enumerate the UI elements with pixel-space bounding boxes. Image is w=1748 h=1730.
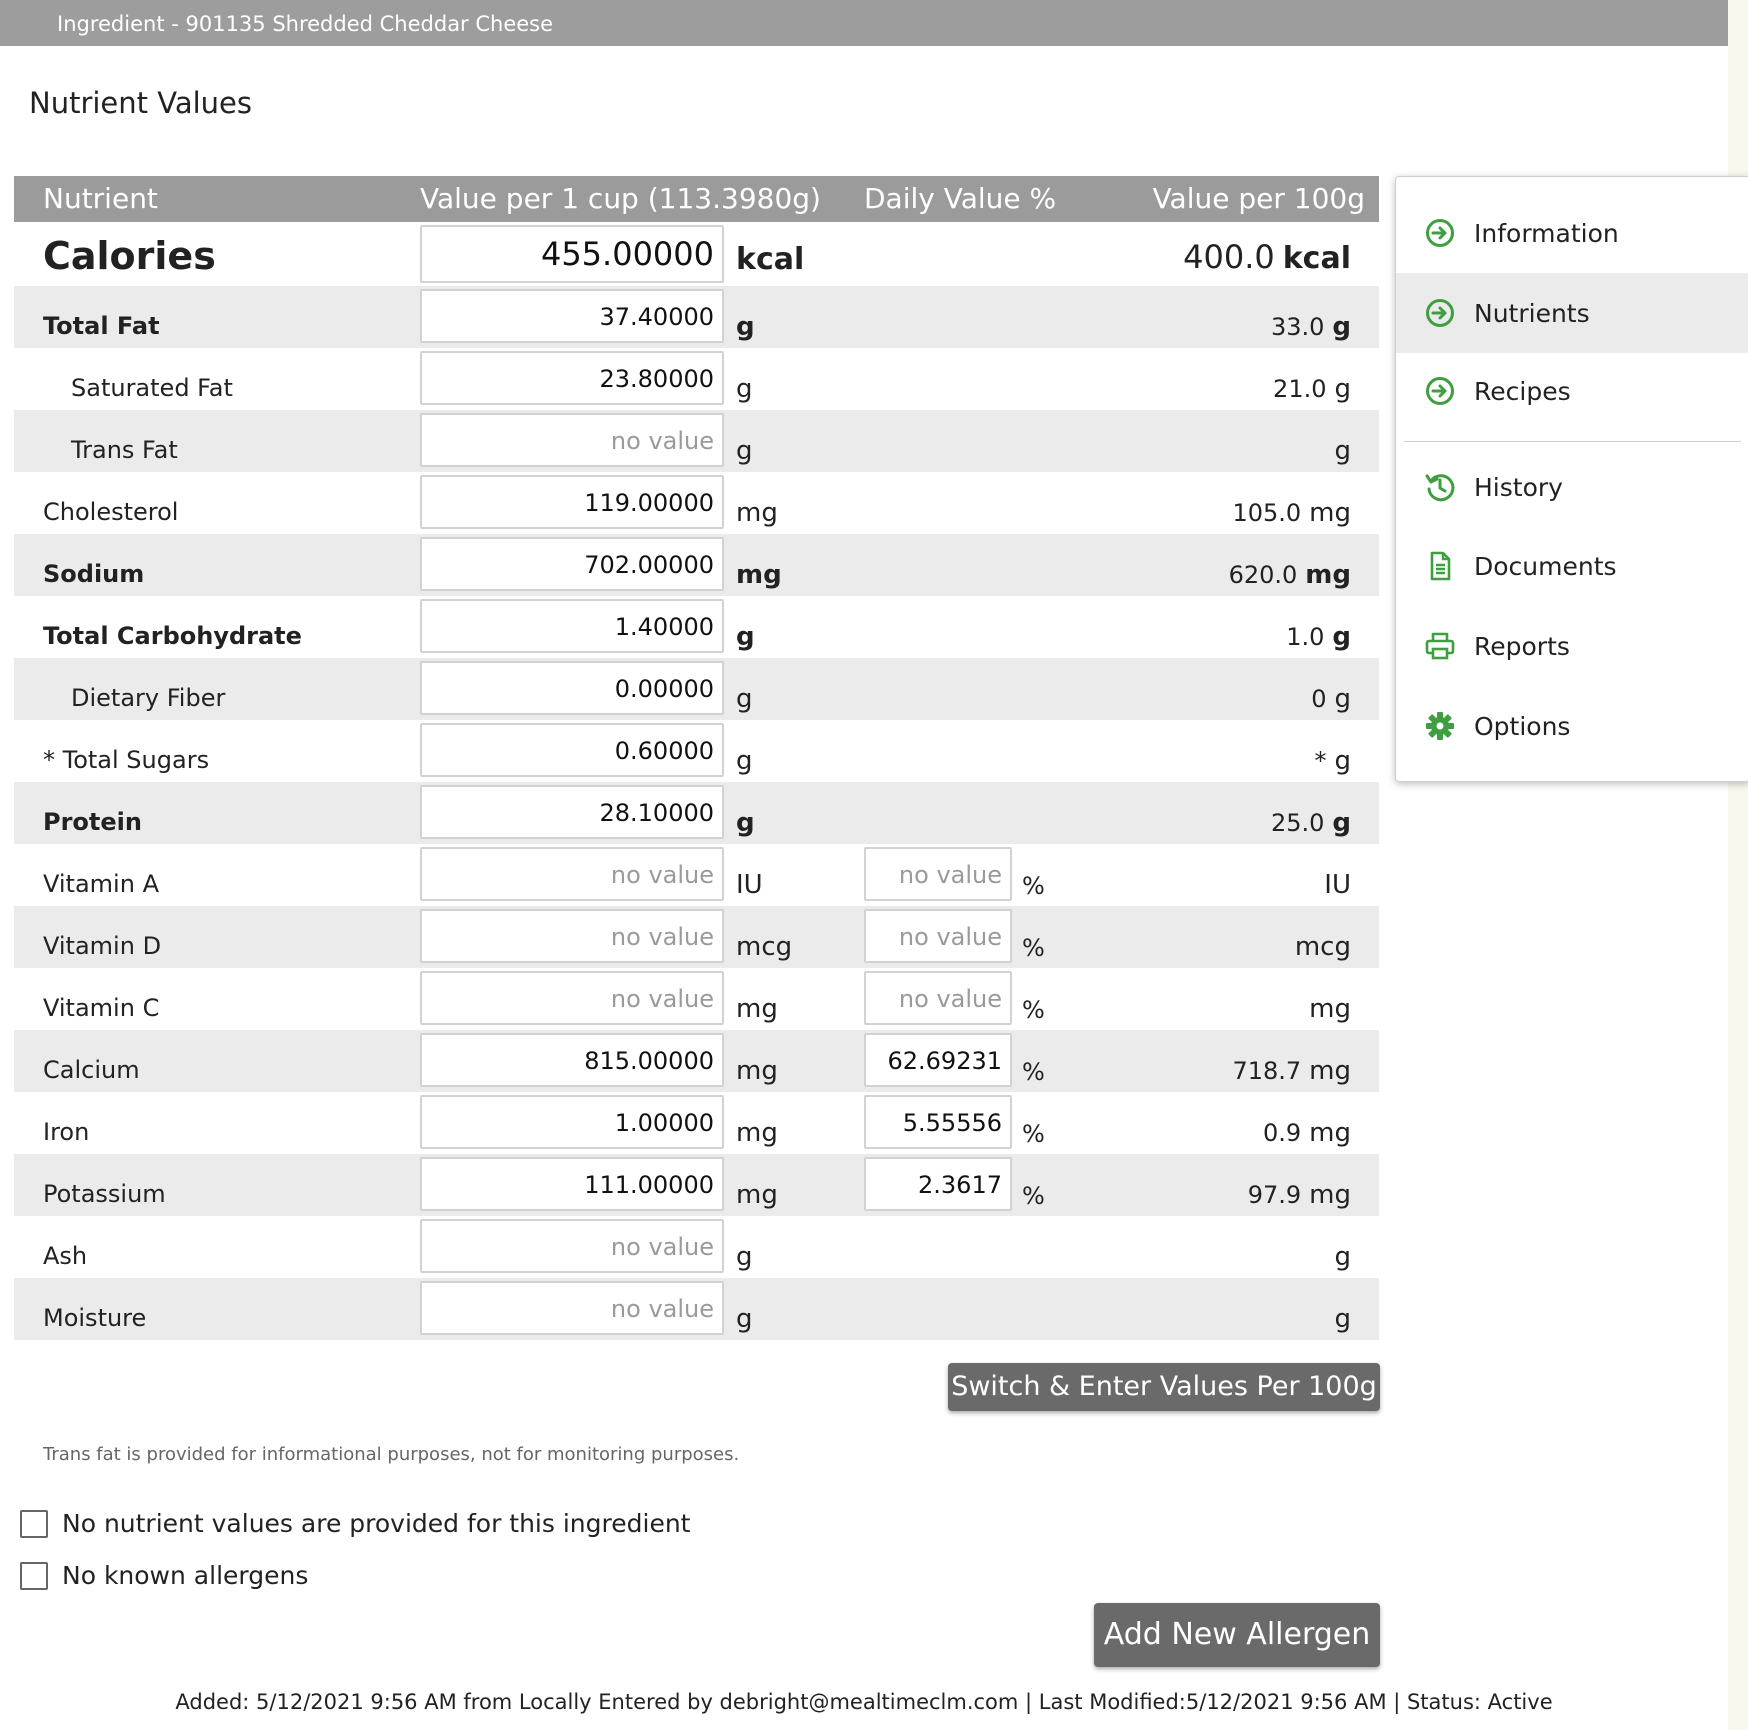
- table-row: [14, 968, 1379, 1030]
- per-100g-unit: g: [1332, 622, 1351, 652]
- per-100g-value: [1314, 746, 1351, 776]
- unit-label: g: [736, 1242, 753, 1272]
- nutrient-label: Vitamin A: [43, 870, 159, 898]
- unit-label: g: [736, 746, 753, 776]
- table-row: [14, 1030, 1379, 1092]
- unit-label: mg: [736, 1056, 778, 1086]
- header-bar: [0, 0, 1728, 46]
- menu-item-label: Information: [1474, 218, 1619, 248]
- no-nutrients-row: [20, 1509, 690, 1538]
- per-100g-unit: IU: [1324, 870, 1351, 900]
- section-title: Nutrient Values: [29, 86, 252, 120]
- value-input[interactable]: 37.40000: [420, 289, 724, 343]
- per-100g-unit: mg: [1305, 560, 1351, 590]
- per-100g-value: [1311, 684, 1351, 714]
- menu-item-documents[interactable]: [1396, 526, 1748, 606]
- value-input[interactable]: 455.00000: [420, 225, 724, 283]
- menu-item-recipes[interactable]: [1396, 351, 1748, 431]
- per-100g-number: 718.7: [1232, 1057, 1302, 1085]
- unit-label: mg: [736, 498, 778, 528]
- per-100g-value: [1271, 312, 1351, 342]
- percent-label: %: [1022, 996, 1045, 1024]
- unit-label: mg: [736, 994, 778, 1024]
- per-100g-number: 0: [1311, 685, 1327, 713]
- table-body: [14, 222, 1379, 1340]
- daily-value-input[interactable]: 62.69231: [864, 1033, 1012, 1087]
- percent-label: %: [1022, 872, 1045, 900]
- nutrient-label: Iron: [43, 1118, 90, 1146]
- table-header: [14, 176, 1379, 222]
- nutrient-label: Vitamin D: [43, 932, 162, 960]
- daily-value-input[interactable]: no value: [864, 847, 1012, 901]
- trans-fat-note: Trans fat is provided for informational purposes, not for monitoring purposes.: [43, 1444, 740, 1465]
- no-nutrients-label: No nutrient values are provided for this ingredient: [62, 1509, 691, 1538]
- value-input[interactable]: no value: [420, 1281, 724, 1335]
- arrow-circle-icon: [1424, 297, 1456, 329]
- unit-label: g: [736, 684, 753, 714]
- nutrient-label: Calcium: [43, 1056, 140, 1084]
- per-100g-number: 97.9: [1247, 1181, 1302, 1209]
- table-row: [14, 222, 1379, 286]
- menu-item-options[interactable]: [1396, 686, 1748, 766]
- gear-icon: [1424, 710, 1456, 742]
- per-100g-value: [1263, 1118, 1351, 1148]
- no-allergens-checkbox[interactable]: [20, 1562, 48, 1590]
- per-100g-number: 1.0: [1286, 623, 1325, 651]
- menu-item-label: Options: [1474, 711, 1571, 741]
- table-row: [14, 534, 1379, 596]
- value-input[interactable]: 111.00000: [420, 1157, 724, 1211]
- unit-label: mg: [736, 1180, 778, 1210]
- footer-status: Added: 5/12/2021 9:56 AM from Locally Entered by debright@mealtimeclm.com | Last Modified:5/12/2021 9:56 AM | Status: Active: [175, 1690, 1553, 1714]
- nutrient-label: Cholesterol: [43, 498, 179, 526]
- no-allergens-row: [20, 1561, 308, 1590]
- nutrient-label: Potassium: [43, 1180, 166, 1208]
- table-row: [14, 472, 1379, 534]
- header-nutrient: Nutrient: [43, 182, 158, 215]
- nutrient-label: Protein: [43, 808, 142, 836]
- menu-divider: [1404, 441, 1741, 442]
- per-100g-value: [1232, 498, 1351, 528]
- header-title: Ingredient - 901135 Shredded Cheddar Cheese: [57, 12, 554, 36]
- per-100g-unit: mg: [1309, 1056, 1351, 1086]
- unit-label: mg: [736, 1118, 778, 1148]
- header-value-per-100g: Value per 100g: [1152, 182, 1365, 215]
- per-100g-number: 25.0: [1270, 809, 1325, 837]
- nutrient-label: Trans Fat: [71, 436, 178, 464]
- daily-value-input[interactable]: 2.3617: [864, 1157, 1012, 1211]
- switch-per-100g-button[interactable]: Switch & Enter Values Per 100g: [948, 1363, 1380, 1411]
- table-row: [14, 658, 1379, 720]
- table-row: [14, 410, 1379, 472]
- add-allergen-button[interactable]: Add New Allergen: [1094, 1603, 1380, 1667]
- menu-item-nutrients[interactable]: [1396, 273, 1748, 353]
- daily-value-input[interactable]: no value: [864, 909, 1012, 963]
- menu-item-reports[interactable]: [1396, 606, 1748, 686]
- per-100g-unit: mg: [1309, 1180, 1351, 1210]
- nutrient-label: Sodium: [43, 560, 145, 588]
- table-row: [14, 844, 1379, 906]
- nutrient-label: Total Carbohydrate: [43, 622, 302, 650]
- per-100g-unit: g: [1332, 808, 1351, 838]
- per-100g-value: [1271, 808, 1351, 838]
- per-100g-value: [1287, 932, 1351, 962]
- per-100g-number: 620.0: [1228, 561, 1298, 589]
- nutrient-label: Total Fat: [43, 312, 160, 340]
- unit-label: g: [736, 312, 755, 342]
- menu-item-information[interactable]: [1396, 193, 1748, 273]
- value-input[interactable]: 1.00000: [420, 1095, 724, 1149]
- header-value-per-cup: Value per 1 cup (113.3980g): [420, 182, 821, 215]
- table-row: [14, 720, 1379, 782]
- per-100g-unit: g: [1334, 746, 1351, 776]
- per-100g-value: [1229, 560, 1351, 590]
- nutrient-label: Ash: [43, 1242, 88, 1270]
- document-icon: [1424, 550, 1456, 582]
- per-100g-number: 105.0: [1232, 499, 1302, 527]
- percent-label: %: [1022, 934, 1045, 962]
- table-row: [14, 1154, 1379, 1216]
- table-row: [14, 1278, 1379, 1340]
- nutrient-label: Moisture: [43, 1304, 147, 1332]
- nutrient-label: Calories: [43, 234, 216, 278]
- side-menu: [1395, 176, 1748, 782]
- per-100g-unit: kcal: [1282, 241, 1351, 276]
- per-100g-value: [1326, 1304, 1351, 1334]
- unit-label: kcal: [736, 242, 805, 277]
- per-100g-unit: mcg: [1294, 932, 1351, 962]
- per-100g-number: 21.0: [1273, 375, 1327, 403]
- arrow-circle-icon: [1424, 375, 1456, 407]
- nutrient-table: [14, 176, 1379, 1340]
- table-row: [14, 596, 1379, 658]
- nutrient-label: * Total Sugars: [43, 746, 210, 774]
- no-nutrients-checkbox[interactable]: [20, 1510, 48, 1538]
- per-100g-value: [1316, 870, 1351, 900]
- table-row: [14, 782, 1379, 844]
- menu-item-history[interactable]: [1396, 447, 1748, 527]
- per-100g-number: *: [1314, 747, 1327, 775]
- per-100g-value: [1286, 622, 1351, 652]
- value-input[interactable]: 815.00000: [420, 1033, 724, 1087]
- per-100g-value: [1326, 1242, 1351, 1272]
- per-100g-value: [1301, 994, 1351, 1024]
- unit-label: mcg: [736, 932, 793, 962]
- percent-label: %: [1022, 1182, 1045, 1210]
- daily-value-input[interactable]: 5.55556: [864, 1095, 1012, 1149]
- unit-label: mg: [736, 560, 782, 590]
- nutrient-label: Dietary Fiber: [71, 684, 226, 712]
- printer-icon: [1424, 630, 1456, 662]
- percent-label: %: [1022, 1120, 1045, 1148]
- per-100g-unit: mg: [1309, 994, 1351, 1024]
- unit-label: g: [736, 1304, 753, 1334]
- unit-label: g: [736, 622, 755, 652]
- per-100g-unit: g: [1334, 374, 1351, 404]
- unit-label: IU: [736, 870, 763, 900]
- value-input[interactable]: no value: [420, 909, 724, 963]
- menu-item-label: History: [1474, 472, 1563, 502]
- per-100g-unit: mg: [1309, 498, 1351, 528]
- value-input[interactable]: no value: [420, 1219, 724, 1273]
- no-allergens-label: No known allergens: [62, 1561, 309, 1590]
- per-100g-number: 33.0: [1270, 313, 1325, 341]
- table-row: [14, 1216, 1379, 1278]
- per-100g-unit: g: [1334, 684, 1351, 714]
- unit-label: g: [736, 808, 755, 838]
- menu-item-label: Reports: [1474, 631, 1570, 661]
- percent-label: %: [1022, 1058, 1045, 1086]
- table-row: [14, 348, 1379, 410]
- menu-item-label: Nutrients: [1474, 298, 1590, 328]
- history-icon: [1424, 471, 1456, 503]
- menu-item-label: Documents: [1474, 551, 1617, 581]
- nutrient-label: Vitamin C: [43, 994, 160, 1022]
- daily-value-input[interactable]: no value: [864, 971, 1012, 1025]
- per-100g-number: 0.9: [1262, 1119, 1302, 1147]
- per-100g-value: [1248, 1180, 1351, 1210]
- value-input[interactable]: 1.40000: [420, 599, 724, 653]
- header-daily-value: Daily Value %: [864, 182, 1057, 215]
- value-input[interactable]: no value: [420, 847, 724, 901]
- value-input[interactable]: no value: [420, 971, 724, 1025]
- nutrient-label: Saturated Fat: [71, 374, 233, 402]
- per-100g-number: 400.0: [1183, 238, 1275, 276]
- value-input[interactable]: no value: [420, 413, 724, 467]
- per-100g-value: [1326, 436, 1351, 466]
- value-input[interactable]: 702.00000: [420, 537, 724, 591]
- per-100g-unit: mg: [1309, 1118, 1351, 1148]
- value-input[interactable]: 0.00000: [420, 661, 724, 715]
- table-row: [14, 906, 1379, 968]
- unit-label: g: [736, 436, 753, 466]
- per-100g-value: [1183, 238, 1351, 276]
- table-row: [14, 286, 1379, 348]
- value-input[interactable]: 28.10000: [420, 785, 724, 839]
- per-100g-unit: g: [1334, 1304, 1351, 1334]
- value-input[interactable]: 23.80000: [420, 351, 724, 405]
- value-input[interactable]: 119.00000: [420, 475, 724, 529]
- value-input[interactable]: 0.60000: [420, 723, 724, 777]
- per-100g-unit: g: [1334, 1242, 1351, 1272]
- table-row: [14, 1092, 1379, 1154]
- per-100g-unit: g: [1332, 312, 1351, 342]
- per-100g-value: [1232, 1056, 1351, 1086]
- arrow-circle-icon: [1424, 217, 1456, 249]
- unit-label: g: [736, 374, 753, 404]
- per-100g-value: [1273, 374, 1351, 404]
- menu-item-label: Recipes: [1474, 376, 1571, 406]
- per-100g-unit: g: [1334, 436, 1351, 466]
